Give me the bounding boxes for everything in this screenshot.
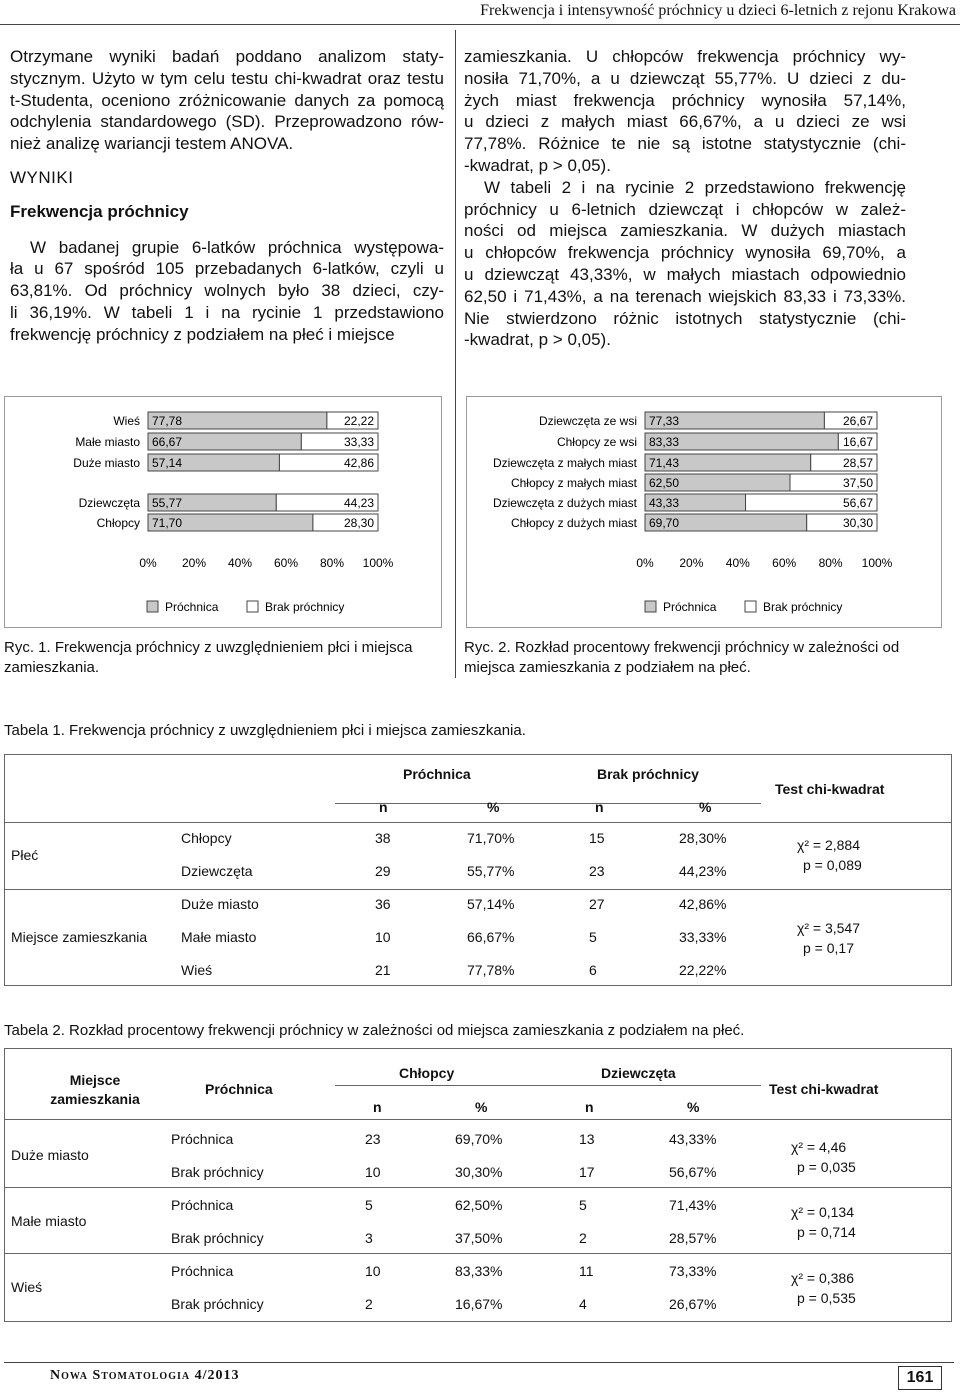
x-tick-label: 20%	[679, 556, 704, 570]
data-label-brak: 28,30	[343, 516, 374, 530]
table-1	[4, 754, 952, 986]
data-label-brak: 26,67	[842, 414, 873, 428]
category-label: Duże miasto	[73, 456, 140, 470]
p-value: p = 0,535	[797, 1290, 856, 1306]
data-label-prochnica: 43,33	[649, 496, 680, 510]
data-label-brak: 30,30	[842, 516, 873, 530]
data-label-brak: 42,86	[343, 456, 374, 470]
cell-n2: 5	[579, 1197, 587, 1213]
text-line: frekwencję próchnicy z podziałem na płeć i miejsce	[10, 324, 395, 344]
legend-swatch-brak	[247, 601, 258, 612]
data-label-brak: 37,50	[842, 476, 873, 490]
x-tick-label: 100%	[362, 556, 394, 570]
cell-n1: 23	[365, 1131, 381, 1147]
subheading-frekwencja: Frekwencja próchnicy	[10, 201, 189, 221]
table-1-header-p2: %	[699, 799, 712, 815]
cell-n1: 21	[375, 962, 391, 978]
cell-p1: 16,67%	[455, 1296, 503, 1312]
cell-p2: 56,67%	[669, 1164, 717, 1180]
data-label-brak: 33,33	[343, 435, 374, 449]
category-label: Chłopcy	[96, 516, 140, 530]
table-2-header-n2: n	[585, 1099, 594, 1115]
cell-n2: 11	[579, 1263, 594, 1279]
text-line: -kwadrat, p > 0,05).	[464, 330, 611, 350]
chart-2-frame	[466, 396, 942, 628]
p-value: p = 0,17	[803, 940, 854, 956]
cell-p2: 42,86%	[679, 896, 727, 912]
text-line: odchylenia standardowego (SD). Przeprowadzono rów-	[10, 112, 444, 132]
x-tick-label: 20%	[181, 556, 207, 570]
footer-rule	[4, 1362, 954, 1363]
row-label: Małe miasto	[181, 929, 257, 945]
text-line: -kwadrat, p > 0,05).	[464, 155, 611, 175]
cell-p2: 33,33%	[679, 929, 727, 945]
cell-p2: 28,57%	[669, 1230, 717, 1246]
cell-n2: 15	[589, 830, 605, 846]
text-line: 63,81%. Od próchnicy wolnych było 38 dzieci, czy-	[10, 281, 444, 301]
header-rule	[0, 24, 960, 25]
cell-p2: 44,23%	[679, 863, 727, 879]
cell-p1: 62,50%	[455, 1197, 503, 1213]
cell-p2: 28,30%	[679, 830, 727, 846]
table-2-header-chlopcy: Chłopcy	[399, 1065, 455, 1081]
cell-p1: 30,30%	[455, 1164, 503, 1180]
legend-label-prochnica: Próchnica	[663, 600, 717, 614]
group-label: Wieś	[11, 1279, 43, 1295]
row-label: Próchnica	[171, 1131, 234, 1147]
table-2-caption: Tabela 2. Rozkład procentowy frekwencji próchnicy w zależności od miejsca zamieszkania z podziałem na płeć.	[4, 1022, 745, 1039]
row-label: Brak próchnicy	[171, 1296, 264, 1312]
data-label-brak: 56,67	[842, 496, 873, 510]
table-1-subheader-rule	[335, 803, 761, 804]
legend-label-brak: Brak próchnicy	[265, 600, 345, 614]
x-tick-label: 40%	[227, 556, 253, 570]
left-column	[10, 46, 444, 346]
data-label-prochnica: 62,50	[649, 476, 680, 490]
data-label-prochnica: 71,43	[649, 456, 680, 470]
section-heading-wyniki: WYNIKI	[10, 167, 74, 187]
table-2-group-rule-1	[5, 1187, 951, 1188]
cell-p2: 71,43%	[669, 1197, 717, 1213]
table-1-caption: Tabela 1. Frekwencja próchnicy z uwzględnieniem płci i miejsca zamieszkania.	[4, 722, 526, 739]
cell-n1: 3	[365, 1230, 373, 1246]
row-label: Brak próchnicy	[171, 1164, 264, 1180]
x-tick-label: 60%	[772, 556, 797, 570]
table-1-header-n2: n	[595, 799, 604, 815]
table-2	[4, 1048, 952, 1322]
x-tick-label: 60%	[273, 556, 299, 570]
cell-n1: 29	[375, 863, 391, 879]
cell-n2: 13	[579, 1131, 595, 1147]
cell-p1: 71,70%	[467, 830, 515, 846]
x-tick-label: 0%	[139, 556, 157, 570]
table-2-header-rule	[5, 1119, 951, 1120]
cell-p2: 43,33%	[669, 1131, 717, 1147]
table-2-subheader-rule	[335, 1085, 761, 1086]
cell-n1: 38	[375, 830, 391, 846]
chi-square-value: χ² = 3,547	[797, 920, 860, 936]
running-title: Frekwencja i intensywność próchnicy u dzieci 6-letnich z rejonu Krakowa	[480, 2, 956, 19]
text-line: Otrzymane wyniki badań poddano analizom staty-	[10, 47, 444, 66]
journal-name: Nowa Stomatologia 4/2013	[50, 1368, 240, 1383]
cell-p1: 77,78%	[467, 962, 515, 978]
category-label: Chłopcy ze wsi	[556, 435, 637, 449]
x-tick-label: 80%	[319, 556, 345, 570]
cell-n2: 2	[579, 1230, 587, 1246]
table-2-header-test: Test chi-kwadrat	[769, 1081, 879, 1097]
row-label: Chłopcy	[181, 830, 232, 846]
text-line: stycznym. Użyto w tym celu testu chi-kwadrat oraz testu	[10, 68, 444, 88]
cell-n2: 27	[589, 896, 605, 912]
category-label: Chłopcy z małych miast	[510, 476, 637, 490]
cell-n2: 5	[589, 929, 597, 945]
cell-n1: 10	[365, 1164, 381, 1180]
data-label-prochnica: 57,14	[152, 456, 183, 470]
x-tick-label: 100%	[861, 556, 893, 570]
data-label-prochnica: 66,67	[152, 435, 183, 449]
chart-1-frame	[4, 396, 442, 628]
x-tick-label: 80%	[818, 556, 843, 570]
category-label: Dziewczęta ze wsi	[538, 414, 637, 428]
left-paragraph-1	[10, 46, 444, 155]
row-label: Brak próchnicy	[171, 1230, 264, 1246]
category-label: Wieś	[113, 414, 140, 428]
data-label-prochnica: 77,33	[649, 414, 680, 428]
text-line: zamieszkania. U chłopców frekwencja próchnicy wy-	[464, 47, 906, 66]
data-label-prochnica: 55,77	[152, 496, 183, 510]
category-label: Dziewczęta z małych miast	[492, 456, 637, 470]
cell-n1: 10	[375, 929, 391, 945]
chi-square-value: χ² = 0,134	[791, 1204, 854, 1220]
table-1-header-rule	[5, 822, 951, 823]
page-number: 161	[898, 1366, 942, 1390]
data-label-prochnica: 71,70	[152, 516, 183, 530]
group-label: Miejsce zamieszkania	[11, 929, 148, 945]
cell-n1: 36	[375, 896, 391, 912]
table-2-header-miejsce: Miejsce zamieszkania	[50, 1072, 140, 1107]
cell-p1: 66,67%	[467, 929, 515, 945]
right-paragraph-2	[464, 177, 906, 351]
p-value: p = 0,089	[803, 857, 862, 873]
right-paragraph-1	[464, 46, 906, 177]
text-line: W tabeli 2 i na rycinie 2 przedstawiono frekwencję	[484, 177, 906, 197]
cell-n1: 2	[365, 1296, 373, 1312]
cell-n2: 6	[589, 962, 597, 978]
table-2-header-n1: n	[373, 1099, 382, 1115]
table-1-header-test: Test chi-kwadrat	[775, 781, 885, 797]
table-2-header-p1: %	[475, 1099, 488, 1115]
text-line: 77,78%. Różnice te nie są istotne statystycznie (chi-	[464, 134, 906, 154]
table-2-header-p2: %	[687, 1099, 700, 1115]
legend-label-prochnica: Próchnica	[165, 600, 219, 614]
row-label: Dziewczęta	[181, 863, 253, 879]
legend-label-brak: Brak próchnicy	[763, 600, 843, 614]
legend-swatch-prochnica	[147, 601, 158, 612]
cell-p2: 22,22%	[679, 962, 727, 978]
data-label-brak: 22,22	[343, 414, 374, 428]
text-line: ności od miejsca zamieszkania. W dużych miastach	[464, 221, 906, 241]
cell-n2: 17	[579, 1164, 595, 1180]
row-label: Próchnica	[171, 1197, 234, 1213]
table-1-group-rule	[5, 889, 951, 890]
data-label-prochnica: 69,70	[649, 516, 680, 530]
cell-p1: 55,77%	[467, 863, 515, 879]
text-line: 62,50 i 71,43%, a na terenach wiejskich 83,33 i 73,33%.	[464, 286, 906, 306]
data-label-prochnica: 83,33	[649, 435, 680, 449]
table-1-header-n1: n	[379, 799, 388, 815]
chart-1	[5, 397, 441, 627]
p-value: p = 0,714	[797, 1224, 856, 1240]
cell-p1: 83,33%	[455, 1263, 503, 1279]
category-label: Małe miasto	[75, 435, 140, 449]
row-label: Próchnica	[171, 1263, 234, 1279]
chi-square-value: χ² = 0,386	[791, 1270, 854, 1286]
chart-2	[467, 397, 941, 627]
data-label-brak: 16,67	[842, 435, 873, 449]
table-2-header-prochnica: Próchnica	[205, 1081, 273, 1097]
text-line: próchnicy u 6-letnich dziewcząt i chłopców w zależ-	[464, 199, 906, 219]
category-label: Dziewczęta z dużych miast	[492, 496, 637, 510]
chart-2-caption: Ryc. 2. Rozkład procentowy frekwencji próchnicy w zależności od miejsca zamieszkania z podziałem na płeć.	[464, 639, 900, 676]
text-line: u dzieci z małych miast 66,67%, a u dzieci ze wsi	[464, 112, 906, 132]
category-label: Dziewczęta	[78, 496, 140, 510]
text-line: żych miast frekwencja próchnicy wynosiła 57,14%,	[464, 90, 906, 110]
cell-p2: 26,67%	[669, 1296, 717, 1312]
table-2-header-dziewczeta: Dziewczęta	[601, 1065, 676, 1081]
legend-swatch-prochnica	[645, 601, 656, 612]
text-line: li 36,19%. W tabeli 1 i na rycinie 1 przedstawiono	[10, 302, 444, 322]
x-tick-label: 0%	[636, 556, 654, 570]
category-label: Chłopcy z dużych miast	[510, 516, 637, 530]
text-line: t-Studenta, oceniono zróżnicowanie danych za pomocą	[10, 90, 444, 110]
cell-p2: 73,33%	[669, 1263, 717, 1279]
chart-1-caption: Ryc. 1. Frekwencja próchnicy z uwzględnieniem płci i miejsca zamieszkania.	[4, 639, 413, 676]
cell-p1: 69,70%	[455, 1131, 503, 1147]
cell-n1: 5	[365, 1197, 373, 1213]
table-1-header-brak: Brak próchnicy	[597, 766, 699, 782]
table-2-group-rule-2	[5, 1253, 951, 1254]
text-line: nosiła 71,70%, a u dziewcząt 55,77%. U dzieci z du-	[464, 68, 906, 88]
text-line: W badanej grupie 6-latków próchnica występowa-	[30, 237, 444, 257]
cell-n2: 4	[579, 1296, 587, 1312]
cell-n2: 23	[589, 863, 605, 879]
legend-swatch-brak	[745, 601, 756, 612]
column-divider	[455, 30, 456, 678]
group-label: Płeć	[11, 847, 39, 863]
row-label: Duże miasto	[181, 896, 259, 912]
cell-p1: 37,50%	[455, 1230, 503, 1246]
chi-square-value: χ² = 2,884	[797, 837, 860, 853]
text-line: Nie stwierdzono różnic istotnych statystycznie (chi-	[464, 308, 906, 328]
cell-p1: 57,14%	[467, 896, 515, 912]
group-label: Duże miasto	[11, 1147, 89, 1163]
p-value: p = 0,035	[797, 1159, 856, 1175]
table-1-header-prochnica: Próchnica	[403, 766, 471, 782]
text-line: u dziewcząt 43,33%, w małych miastach odpowiednio	[464, 264, 906, 284]
data-label-brak: 28,57	[842, 456, 873, 470]
right-column	[464, 46, 906, 351]
text-line: nież analizę wariancji testem ANOVA.	[10, 134, 294, 154]
chi-square-value: χ² = 4,46	[791, 1139, 847, 1155]
text-line: ła u 67 spośród 105 przebadanych 6-latków, czyli u	[10, 259, 444, 279]
row-label: Wieś	[181, 962, 213, 978]
x-tick-label: 40%	[725, 556, 750, 570]
group-label: Małe miasto	[11, 1213, 87, 1229]
left-paragraph-2	[10, 237, 444, 346]
data-label-prochnica: 77,78	[152, 414, 183, 428]
table-1-header-p1: %	[487, 799, 500, 815]
data-label-brak: 44,23	[343, 496, 374, 510]
text-line: u chłopców frekwencja próchnicy wynosiła 69,70%, a	[464, 243, 906, 263]
cell-n1: 10	[365, 1263, 381, 1279]
